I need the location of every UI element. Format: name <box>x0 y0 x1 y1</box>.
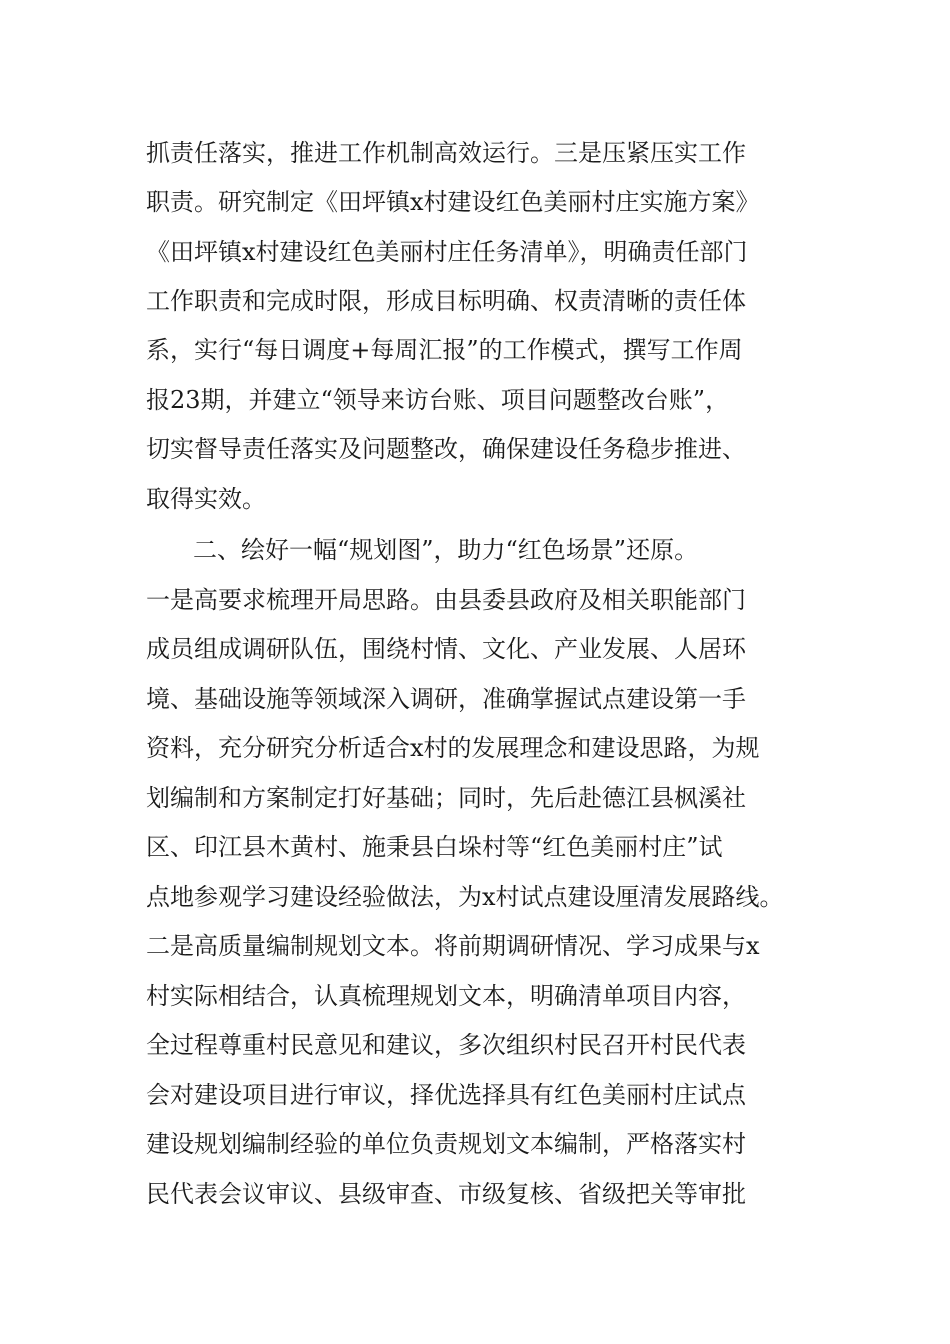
text-line: 工作职责和完成时限，形成目标明确、权责清晰的责任体 <box>146 287 746 315</box>
text-line: 职责。研究制定《田坪镇x村建设红色美丽村庄实施方案》 <box>146 188 760 216</box>
text-line: 一是高要求梳理开局思路。由县委县政府及相关职能部门 <box>146 586 746 614</box>
text-line: 系，实行“每日调度+每周汇报”的工作模式，撰写工作周 <box>146 336 743 364</box>
text-line: 境、基础设施等领域深入调研，准确掌握试点建设第一手 <box>146 685 746 713</box>
text-line: 划编制和方案制定打好基础；同时，先后赴德江县枫溪社 <box>146 784 746 812</box>
text-line: 区、印江县木黄村、施秉县白垛村等“红色美丽村庄”试 <box>146 833 723 861</box>
text-line: 二是高质量编制规划文本。将前期调研情况、学习成果与x <box>146 932 760 960</box>
text-line: 抓责任落实，推进工作机制高效运行。三是压紧压实工作 <box>146 139 746 167</box>
text-line: 资料，充分研究分析适合x村的发展理念和建设思路，为规 <box>146 734 760 762</box>
text-line: 点地参观学习建设经验做法，为x村试点建设厘清发展路线。 <box>146 883 784 911</box>
text-line: 《田坪镇x村建设红色美丽村庄任务清单》，明确责任部门 <box>146 238 748 266</box>
text-line: 会对建设项目进行审议，择优选择具有红色美丽村庄试点 <box>146 1081 746 1109</box>
text-line: 取得实效。 <box>146 485 266 513</box>
text-line: 成员组成调研队伍，围绕村情、文化、产业发展、人居环 <box>146 635 746 663</box>
text-line: 村实际相结合，认真梳理规划文本，明确清单项目内容， <box>146 982 746 1010</box>
text-line: 全过程尊重村民意见和建议，多次组织村民召开村民代表 <box>146 1031 746 1059</box>
text-line: 报23期，并建立“领导来访台账、项目问题整改台账”， <box>146 386 730 414</box>
text-line: 切实督导责任落实及问题整改，确保建设任务稳步推进、 <box>146 435 746 463</box>
section-heading: 二、绘好一幅“规划图”，助力“红色场景”还原。 <box>193 536 699 564</box>
text-line: 民代表会议审议、县级审查、市级复核、省级把关等审批 <box>146 1180 746 1208</box>
text-line: 建设规划编制经验的单位负责规划文本编制，严格落实村 <box>146 1130 746 1158</box>
